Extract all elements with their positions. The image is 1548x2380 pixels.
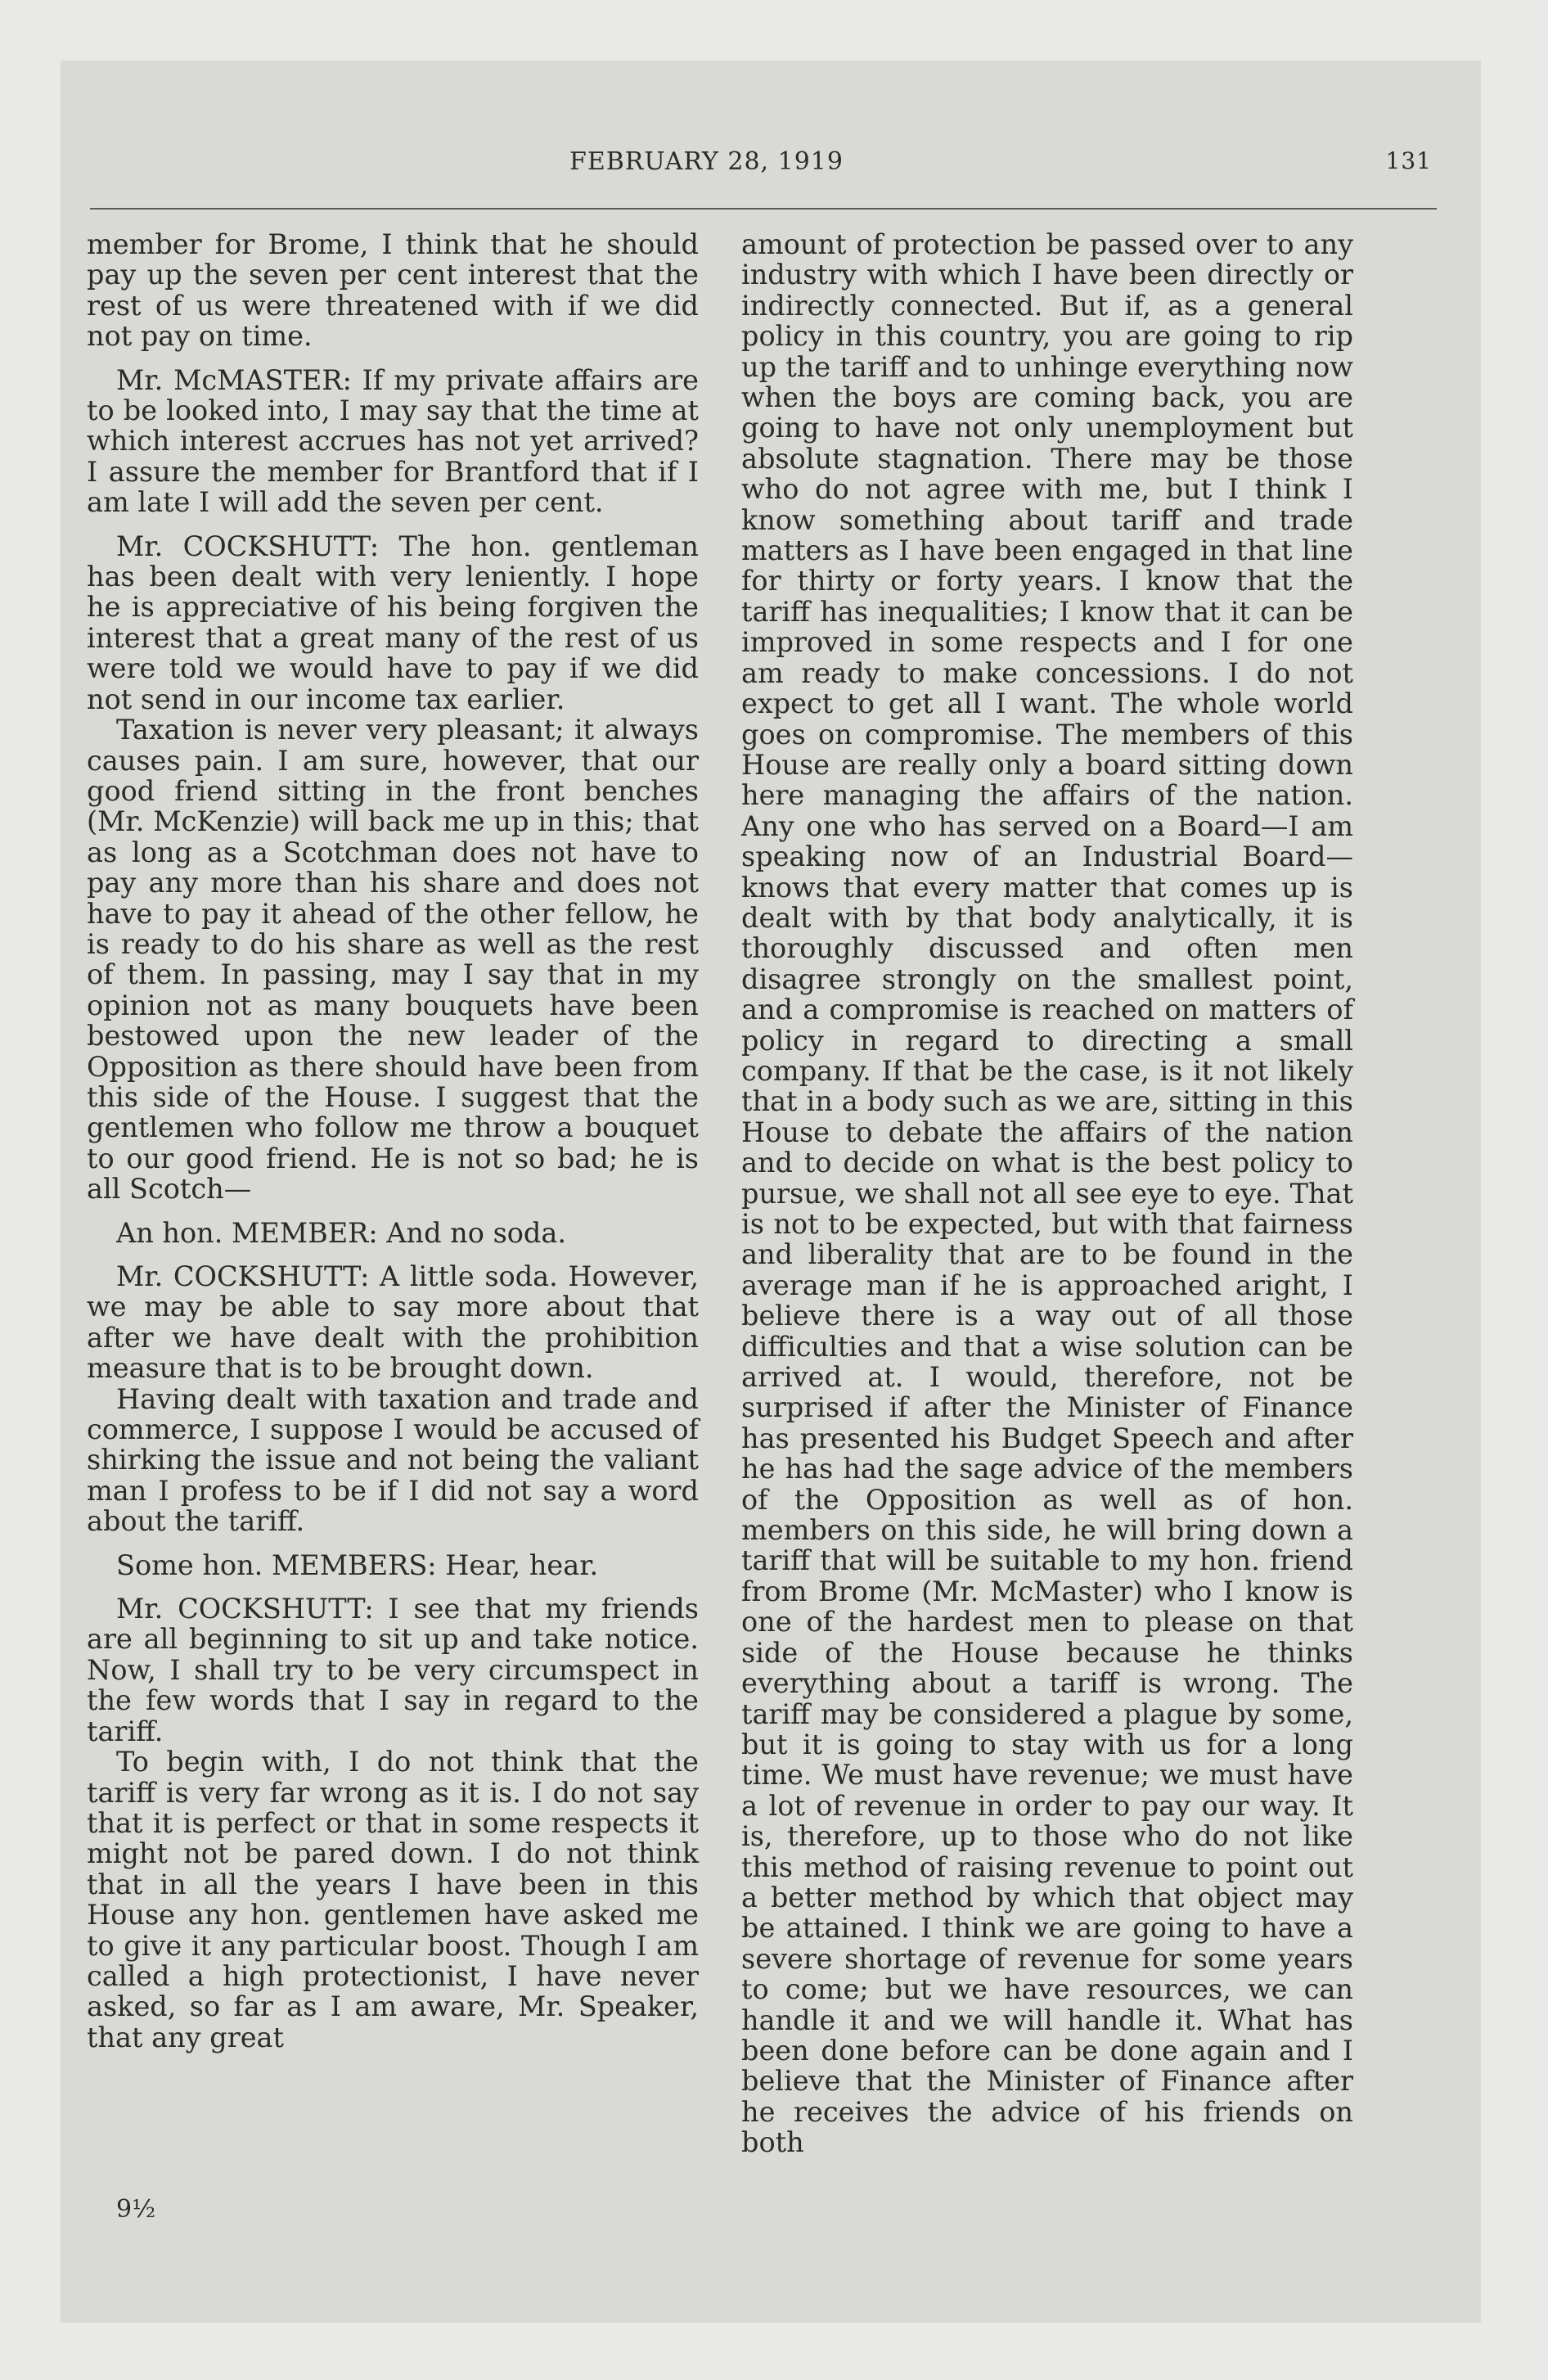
paragraph: Mr. COCKSHUTT: The hon. gentleman has been dealt with very leniently. I hope he is appreciative of his being forgiven the interest that a great many of the rest of us were told we would have to pay if we did not send in our income tax earlier. xyxy=(87,530,699,715)
folio-mark: 9½ xyxy=(116,2195,156,2224)
paragraph: An hon. MEMBER: And no soda. xyxy=(116,1216,567,1249)
running-header xyxy=(87,147,1440,188)
page-number: 131 xyxy=(1385,147,1432,174)
paragraph: Mr. COCKSHUTT: I see that my friends are all beginning to sit up and take notice. Now, I shall try to be very circumspect in the few words that I say in regard to the tariff. xyxy=(87,1593,699,1747)
paragraph: member for Brome, I think that he should pay up the seven per cent interest that the rest of us were threatened with if we did not pay on time. xyxy=(87,228,699,353)
paragraph: Mr. COCKSHUTT: A little soda. However, we may be able to say more about that after we have dealt with the prohibition measure that is to be brought down. xyxy=(87,1260,699,1385)
header-date: FEBRUARY 28, 1919 xyxy=(569,147,844,176)
hansard-page xyxy=(87,123,1440,2251)
paragraph: Mr. McMASTER: If my private affairs are to be looked into, I may say that the time at which interest accrues has not yet arrived? I assure the member for Brantford that if I am late I will add the seven per cent. xyxy=(87,363,699,519)
header-rule xyxy=(90,208,1437,210)
paragraph: Taxation is never very pleasant; it always causes pain. I am sure, however, that our good friend sitting in the front benches (Mr. McKenzie) will back me up in this; that as long as a Scotchman does not have to pay any more than his share and does not have to pay it ahead of the other fellow, he is ready to do his share as well as the rest of them. In passing, may I say that in my opinion not as many bouquets have been bestowed upon the new leader of the Opposition as there should have been from this side of the House. I suggest that the gentlemen who follow me throw a bouquet to our good friend. He is not so bad; he is all Scotch— xyxy=(87,714,699,1206)
paragraph: Having dealt with taxation and trade and commerce, I suppose I would be accused of shirking the issue and not being the valiant man I profess to be if I did not say a word about the tariff. xyxy=(87,1382,699,1538)
paragraph: Some hon. MEMBERS: Hear, hear. xyxy=(116,1548,599,1581)
paragraph: amount of protection be passed over to any industry with which I have been directly or indirectly connected. But if, as a general policy in this country, you are going to rip up the tariff and to unhinge everything now when the boys are coming back, you are going to have not only unemployment but absolute stagnation. There may be those who do not agree with me, but I think I know something about tariff and trade matters as I have been engaged in that line for thirty or forty years. I know that the tariff has inequalities; I know that it can be improved in some respects and I for one am ready to make concessions. I do not expect to get all I want. The whole world goes on compromise. The members of this House are really only a board sitting down here managing the affairs of the nation. Any one who has served on a Board—I am speaking now of an Industrial Board—knows that every matter that comes up is dealt with by that body analytically, it is thoroughly discussed and often men disagree strongly on the smallest point, and a compromise is reached on matters of policy in regard to directing a small company. If that be the case, is it not likely that in a body such as we are, sitting in this House to debate the affairs of the nation and to decide on what is the best policy to pursue, we shall not all see eye to eye. That is not to be expected, but with that fairness and liberality that are to be found in the average man if he is approached aright, I believe there is a way out of all those difficulties and that a wise solution can be arrived at. I would, therefore, not be surprised if after the Minister of Finance has presented his Budget Speech and after he has had the sage advice of the members of the Opposition as well as of hon. members on this side, he will bring down a tariff that will be suitable to my hon. friend from Brome (Mr. McMaster) who I know is one of the hardest men to please on that side of the House because he thinks everything about a tariff is wrong. The tariff may be considered a plague by some, but it is going to stay with us for a long time. We must have revenue; we must have a lot of revenue in order to pay our way. It is, therefore, up to those who do not like this method of raising revenue to point out a better method by which that object may be attained. I think we are going to have a severe shortage of revenue for some years to come; but we have resources, we can handle it and we will handle it. What has been done before can be done again and I believe that the Minister of Finance after he receives the advice of his friends on both xyxy=(741,228,1353,2159)
paragraph: To begin with, I do not think that the tariff is very far wrong as it is. I do not say that it is perfect or that in some respects it might not be pared down. I do not think that in all the years I have been in this House any hon. gentlemen have asked me to give it any particular boost. Though I am called a high protectionist, I have never asked, so far as I am aware, Mr. Speaker, that any great xyxy=(87,1746,699,2053)
left-column xyxy=(87,229,699,2053)
right-column xyxy=(741,229,1353,2158)
